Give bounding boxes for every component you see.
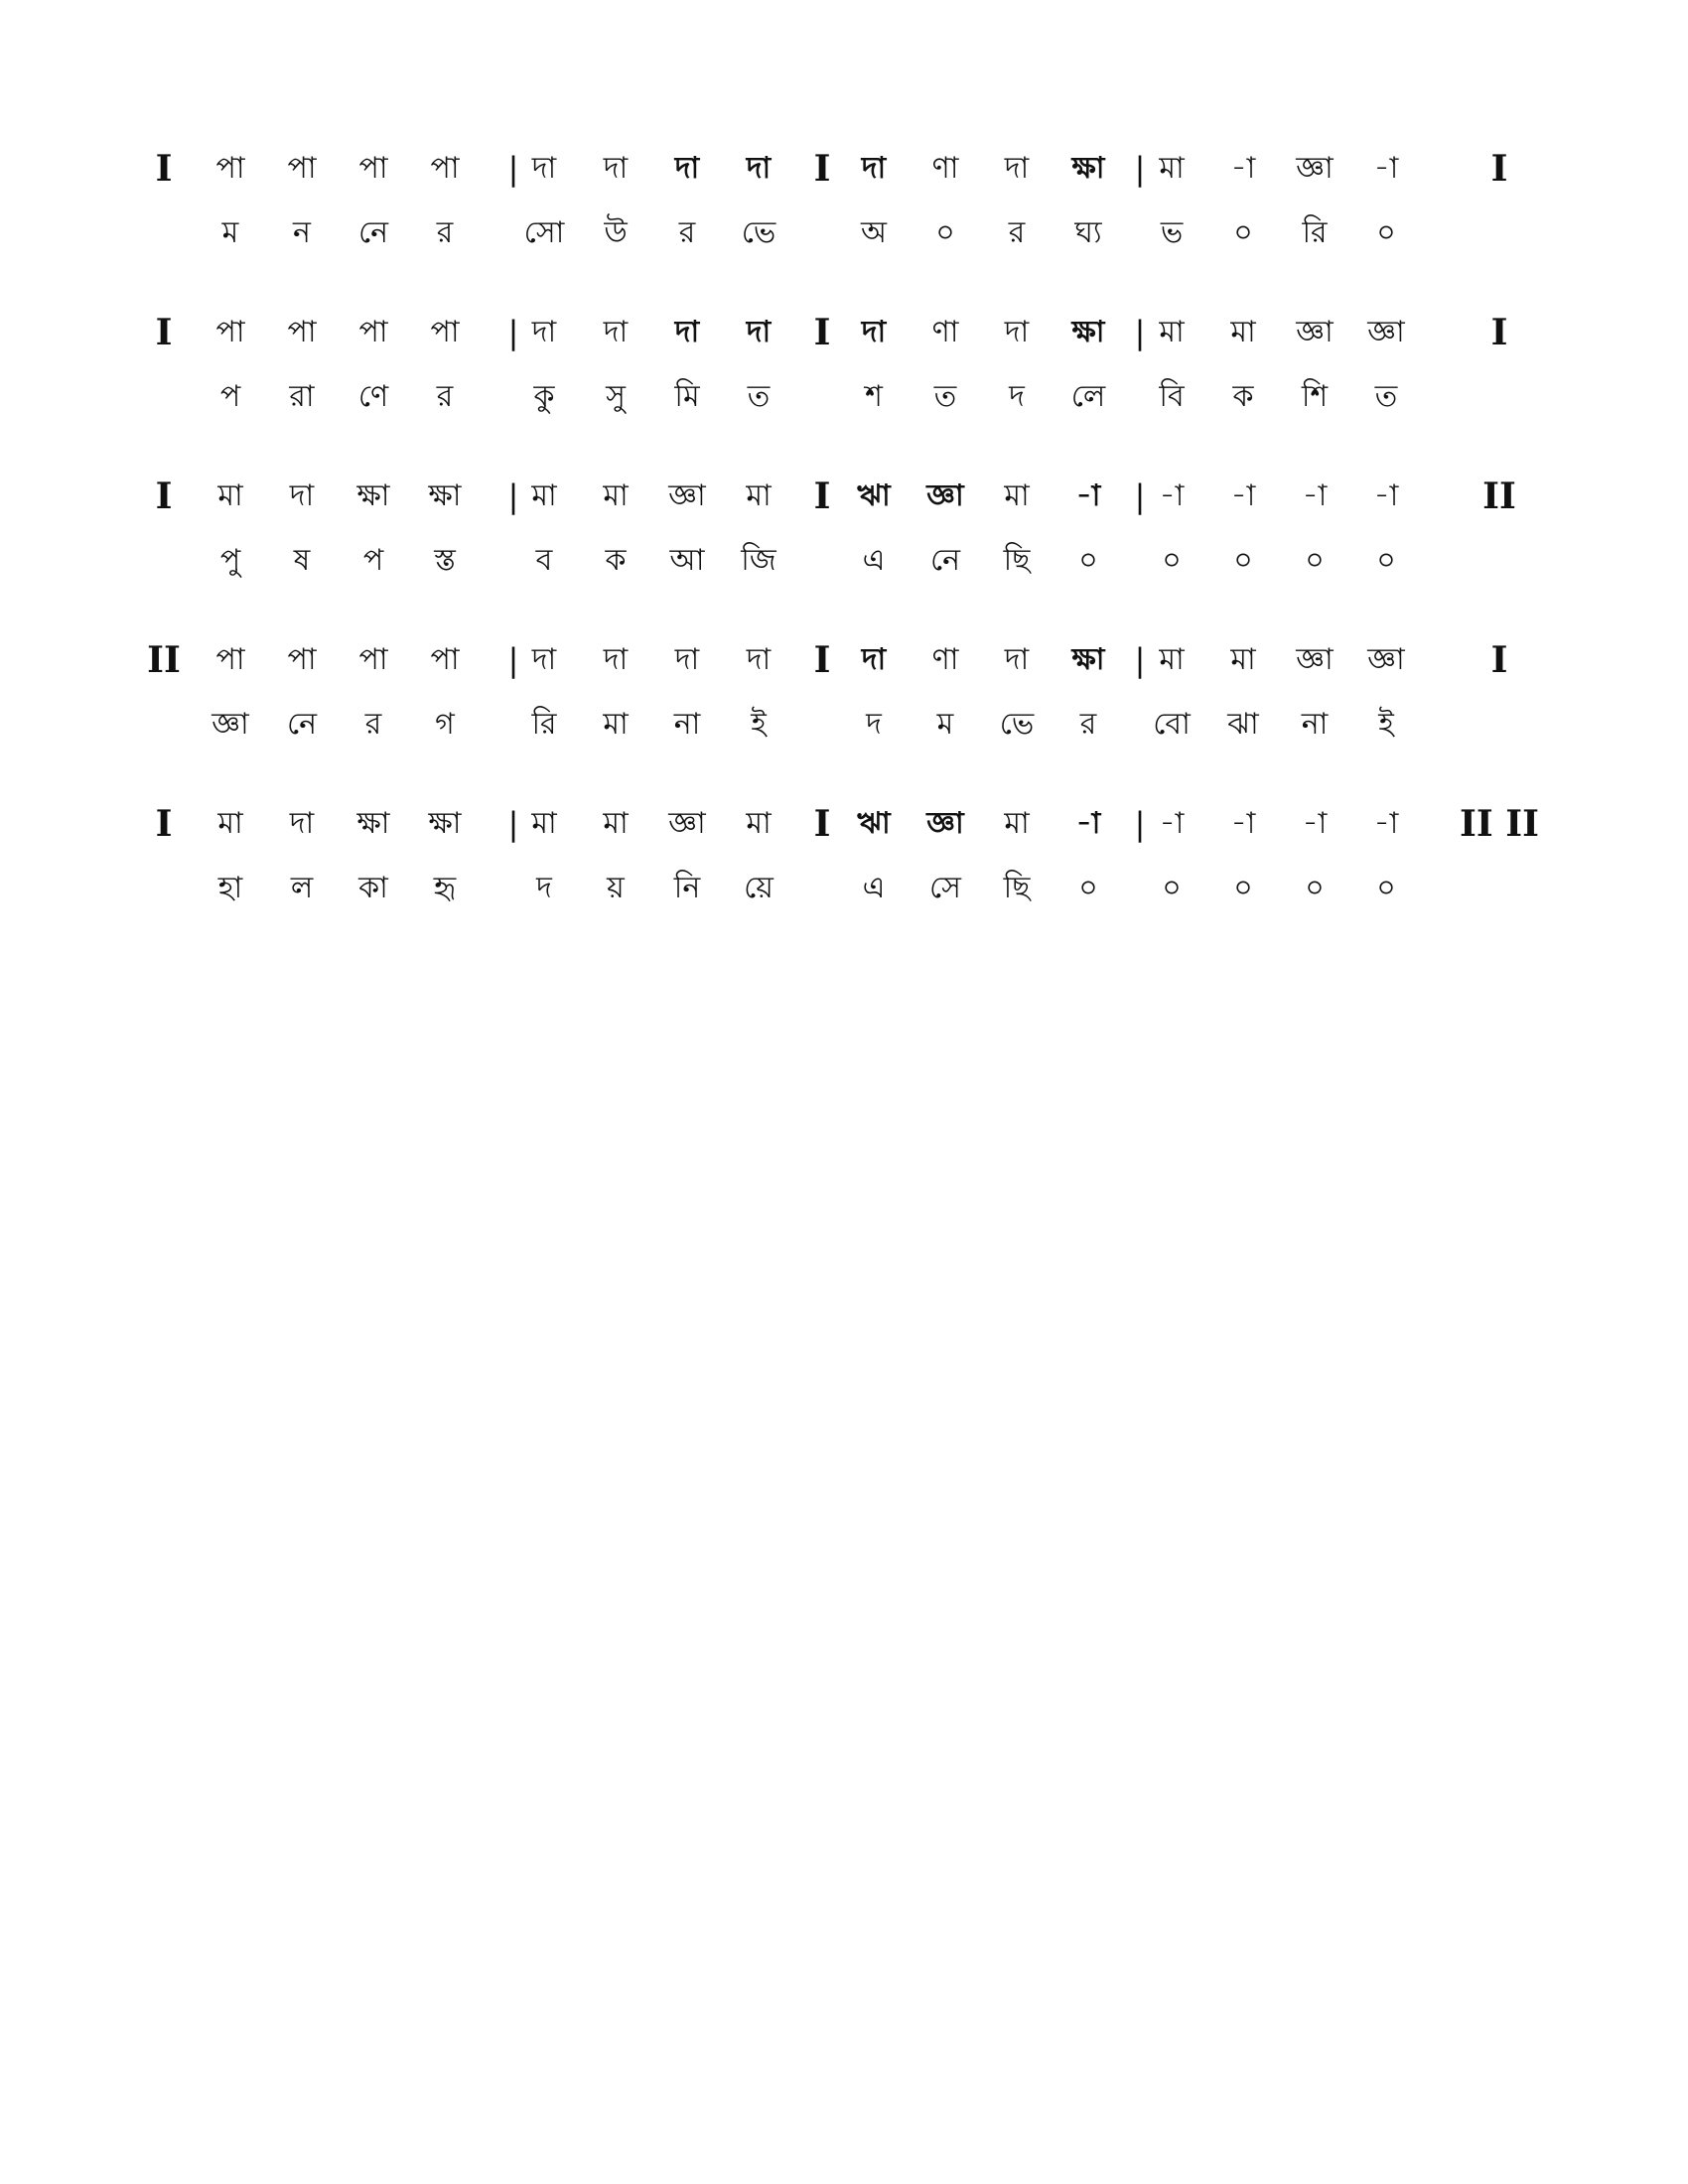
swara-note: ক্ষা [356,478,390,513]
swara-note: দা [603,315,629,349]
swara-note: -া [1075,478,1101,513]
lyric-syllable: ম [936,707,954,742]
lyric-syllable: র [678,215,696,250]
lyric-syllable: য়ে [744,871,774,905]
swara-note: মা [1159,315,1185,349]
lyric-syllable: নি [673,871,701,905]
swara-note: ক্ষা [1071,642,1105,677]
lyric-syllable: ল [290,871,314,905]
bar-line: | [507,314,519,351]
lyric-syllable: ০ [1233,871,1253,905]
lyric-syllable: ত [1374,379,1398,414]
bar-line: | [1134,641,1146,679]
lyric-syllable: দ [536,871,552,905]
swara-note: দা [861,151,887,186]
lyric-line [0,705,1688,745]
lyric-syllable: সো [523,215,565,250]
swara-note: দা [289,806,315,841]
lyric-syllable: ০ [1376,543,1396,578]
swara-note: -া [1373,151,1399,186]
section-end-mark: II [1482,476,1516,517]
swara-note: মা [217,806,243,841]
lyric-syllable: নে [929,543,961,578]
bar-line: | [1134,805,1146,843]
section-start-mark: I [155,148,173,190]
section-end-mark: I [1490,312,1508,353]
swara-note: জ্ঞা [668,478,706,513]
section-divider: I [813,148,831,190]
swara-note: জ্ঞা [1296,151,1334,186]
swara-note: জ্ঞা [1296,315,1334,349]
swara-note: ক্ষা [356,806,390,841]
lyric-syllable: ভ [1160,215,1184,250]
lyric-syllable: শ [865,379,883,414]
swara-note: দা [861,642,887,677]
swara-note: দা [746,315,772,349]
bar-line: | [507,478,519,515]
lyric-syllable: ০ [935,215,955,250]
bar-line: | [1134,478,1146,515]
swara-note: দা [674,642,700,677]
swara-note: মা [531,806,557,841]
lyric-syllable: প [219,379,241,414]
section-end-mark: I [1490,148,1508,190]
lyric-syllable: রি [1302,215,1328,250]
lyric-syllable: মি [674,379,700,414]
lyric-syllable: নে [286,707,318,742]
lyric-syllable: ০ [1162,871,1182,905]
lyric-syllable: অ [861,215,887,250]
swara-note: দা [531,315,557,349]
swara-note: দা [1004,151,1030,186]
lyric-syllable: না [1301,707,1329,742]
bar-line: | [507,641,519,679]
lyric-syllable: ন [293,215,311,250]
lyric-syllable: ০ [1162,543,1182,578]
swara-note: মা [1230,315,1256,349]
lyric-syllable: মা [603,707,629,742]
lyric-syllable: ষ [293,543,311,578]
swara-note: মা [603,478,629,513]
lyric-syllable: ক [605,543,627,578]
section-divider: I [813,312,831,353]
lyric-syllable: ০ [1376,871,1396,905]
lyric-syllable: ণে [357,379,389,414]
lyric-syllable: ০ [1233,543,1253,578]
lyric-syllable: এ [862,543,886,578]
swara-line [0,640,1688,680]
swara-note: দা [531,642,557,677]
swara-note: দা [861,315,887,349]
lyric-syllable: ০ [1078,871,1098,905]
lyric-line [0,213,1688,253]
lyric-syllable: প [362,543,384,578]
bar-line: | [507,805,519,843]
swara-line [0,149,1688,189]
lyric-syllable: এ [862,871,886,905]
swara-note: মা [1159,642,1185,677]
lyric-syllable: না [673,707,701,742]
lyric-syllable: জ্ঞা [211,707,249,742]
swara-note: জ্ঞা [1367,642,1405,677]
swara-note: মা [1004,806,1030,841]
lyric-syllable: ০ [1376,215,1396,250]
swara-note: পা [287,151,317,186]
swara-note: -া [1075,806,1101,841]
lyric-syllable: দ [1009,379,1025,414]
swara-note: -া [1373,478,1399,513]
swara-note: দা [746,151,772,186]
lyric-syllable: ই [1378,707,1394,742]
swara-note: পা [287,642,317,677]
lyric-syllable: র [436,379,454,414]
swara-note: ঋা [857,478,891,513]
section-start-mark: I [155,312,173,353]
section-start-mark: I [155,803,173,845]
lyric-syllable: আ [669,543,705,578]
lyric-syllable: সু [606,379,626,414]
section-divider: I [813,639,831,681]
lyric-syllable: বো [1153,707,1191,742]
swara-note: ঋা [857,806,891,841]
swara-line [0,804,1688,844]
lyric-syllable: শি [1301,379,1329,414]
swara-note: -া [1302,478,1328,513]
swara-note: -া [1159,806,1185,841]
section-end-mark: II II [1460,803,1539,845]
lyric-syllable: ০ [1078,543,1098,578]
lyric-syllable: জি [741,543,776,578]
swara-note: ণা [931,642,959,677]
lyric-syllable: হৃ [433,871,457,905]
section-divider: I [813,476,831,517]
lyric-line [0,869,1688,908]
swara-note: মা [603,806,629,841]
bar-line: | [507,150,519,188]
section-start-mark: I [155,476,173,517]
section-end-mark: I [1490,639,1508,681]
lyric-syllable: ম [221,215,239,250]
lyric-syllable: ত [933,379,957,414]
swara-note: পা [430,315,460,349]
swara-note: পা [215,642,245,677]
lyric-syllable: ভে [741,215,776,250]
swara-note: জ্ঞা [926,806,964,841]
swara-note: পা [358,151,388,186]
lyric-syllable: র [364,707,382,742]
swara-note: -া [1230,478,1256,513]
swara-note: পা [215,315,245,349]
swara-note: পা [287,315,317,349]
lyric-syllable: ক [1232,379,1254,414]
swara-note: ক্ষা [1071,151,1105,186]
lyric-syllable: গ [435,707,455,742]
swara-note: পা [358,315,388,349]
swara-note: পা [215,151,245,186]
bar-line: | [1134,150,1146,188]
swara-note: ণা [931,151,959,186]
lyric-syllable: দ [866,707,882,742]
lyric-syllable: ঝা [1227,707,1259,742]
swara-note: ক্ষা [428,806,462,841]
lyric-line [0,377,1688,417]
lyric-syllable: ছি [1003,871,1031,905]
lyric-syllable: কা [358,871,388,905]
swara-note: ণা [931,315,959,349]
lyric-syllable: ভে [999,707,1035,742]
swara-note: -া [1159,478,1185,513]
lyric-syllable: ছি [1003,543,1031,578]
swara-note: -া [1373,806,1399,841]
swara-note: মা [746,806,772,841]
swara-note: ক্ষা [428,478,462,513]
swara-note: মা [746,478,772,513]
lyric-syllable: সে [929,871,961,905]
swara-note: মা [1230,642,1256,677]
swara-note: পা [358,642,388,677]
swara-note: জ্ঞা [668,806,706,841]
lyric-syllable: ০ [1305,543,1325,578]
lyric-syllable: পু [219,543,241,578]
swara-note: দা [531,151,557,186]
lyric-syllable: র [1008,215,1026,250]
lyric-syllable: লে [1070,379,1106,414]
swara-note: দা [603,151,629,186]
lyric-syllable: র [1079,707,1097,742]
lyric-syllable: রা [289,379,315,414]
swara-note: পা [430,151,460,186]
lyric-syllable: ০ [1233,215,1253,250]
swara-note: মা [531,478,557,513]
swara-note: -া [1230,806,1256,841]
lyric-syllable: স্ত [434,543,456,578]
swara-note: -া [1302,806,1328,841]
lyric-syllable: বি [1159,379,1185,414]
lyric-syllable: ত [747,379,771,414]
swara-note: দা [603,642,629,677]
lyric-syllable: ঘ্য [1074,215,1102,250]
swara-note: দা [289,478,315,513]
lyric-syllable: ই [751,707,767,742]
lyric-syllable: উ [604,215,628,250]
swara-note: জ্ঞা [1296,642,1334,677]
swara-line [0,477,1688,516]
swara-note: দা [674,151,700,186]
swara-note: মা [1159,151,1185,186]
section-start-mark: II [147,639,181,681]
swara-note: দা [1004,642,1030,677]
swara-note: ক্ষা [1071,315,1105,349]
swara-line [0,313,1688,352]
lyric-syllable: র [436,215,454,250]
swara-note: দা [1004,315,1030,349]
swara-note: দা [674,315,700,349]
lyric-syllable: ব [535,543,553,578]
swara-note: মা [217,478,243,513]
lyric-line [0,541,1688,581]
swara-note: জ্ঞা [926,478,964,513]
swara-note: পা [430,642,460,677]
lyric-syllable: য় [607,871,625,905]
lyric-syllable: হা [217,871,243,905]
swara-note: দা [746,642,772,677]
swara-note: -া [1230,151,1256,186]
lyric-syllable: রি [531,707,557,742]
lyric-syllable: ০ [1305,871,1325,905]
section-divider: I [813,803,831,845]
lyric-syllable: কু [533,379,555,414]
lyric-syllable: নে [357,215,389,250]
bar-line: | [1134,314,1146,351]
swara-note: জ্ঞা [1367,315,1405,349]
swara-note: মা [1004,478,1030,513]
